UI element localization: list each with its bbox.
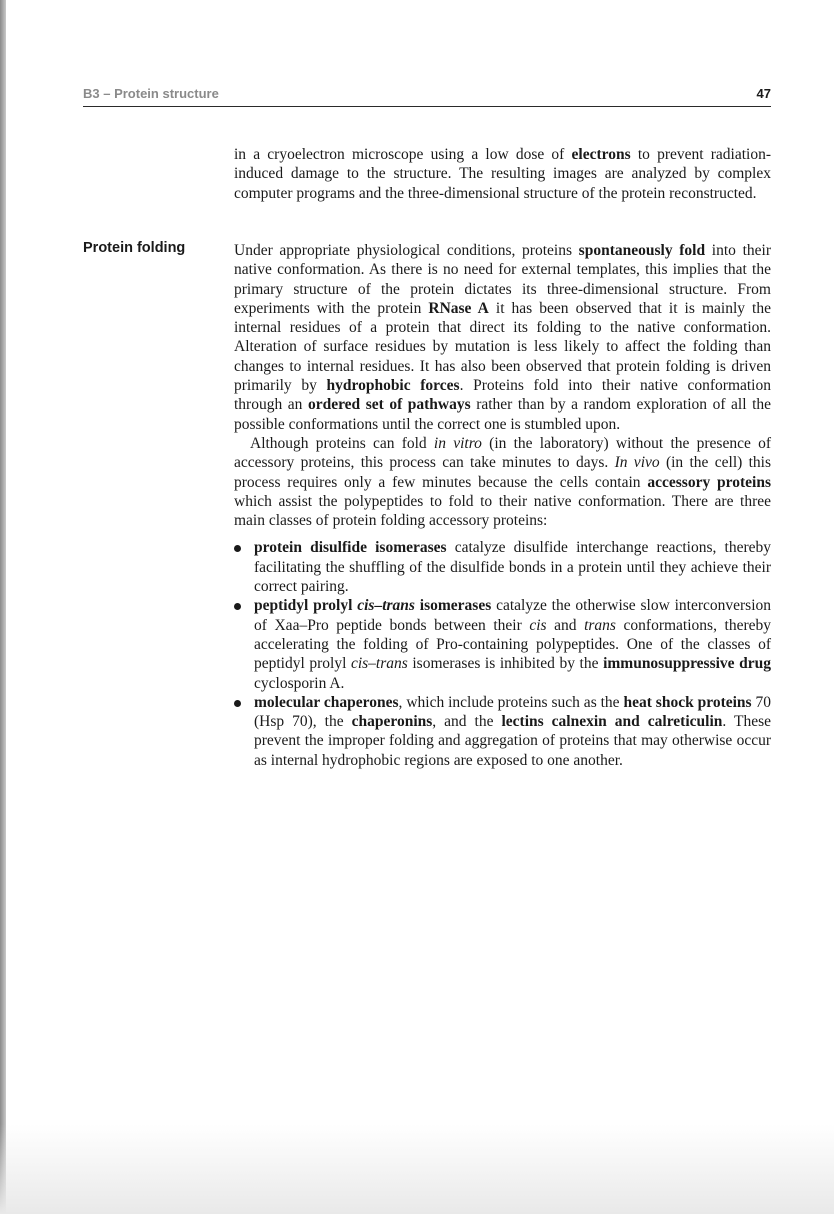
- protein-folding-body: [234, 241, 771, 770]
- page-bottom-shadow: [0, 1124, 834, 1214]
- list-item: peptidyl prolyl cis–trans isomerases catalyze the otherwise slow interconversion of Xaa–Pro peptide bonds between their cis and trans conformations, thereby accelerating the folding of Pro-containing polypeptides. One of the classes of peptidyl prolyl cis–trans isomerases is inhibited by the immunosuppressive drug cyclosporin A.: [234, 596, 771, 692]
- running-header: [83, 86, 771, 107]
- list-item: molecular chaperones, which include proteins such as the heat shock proteins 70 (Hsp 70), the chaperonins, and the lectins calnexin and calreticulin. These prevent the improper folding and aggregation of proteins that may otherwise occur as internal hydrophobic regions are exposed to one another.: [234, 693, 771, 770]
- bullet-icon: [234, 545, 241, 552]
- bullet-icon: [234, 603, 241, 610]
- paragraph: Although proteins can fold in vitro (in the laboratory) without the presence of accessory proteins, this process can take minutes to days. In vivo (in the cell) this process requires only a few minutes because the cells contain accessory proteins which assist the polypeptides to fold to their native conformation. There are three main classes of protein folding accessory proteins:: [234, 434, 772, 530]
- bullet-icon: [234, 700, 241, 707]
- intro-paragraph: in a cryoelectron microscope using a low dose of electrons to prevent radiation-induced damage to the structure. The resulting images are analyzed by complex computer programs and the three-dimensional structure of the protein reconstructed.: [234, 146, 771, 202]
- section-title: B3 – Protein structure: [83, 86, 219, 101]
- accessory-protein-list: [234, 538, 771, 770]
- paragraph: Under appropriate physiological conditions, proteins spontaneously fold into their native conformation. As there is no need for external templates, this implies that the primary structure of the protein dictates its three-dimensional structure. From experiments with the protein RNase A it has been observed that it is mainly the internal residues of a protein that direct its folding to the native conformation. Alteration of surface residues by mutation is less likely to affect the folding than changes to internal residues. It has also been observed that protein folding is driven primarily by hydrophobic forces. Proteins fold into their native conformation through an ordered set of pathways rather than by a random exploration of all the possible conformations until the correct one is stumbled upon.: [234, 242, 772, 433]
- page-left-edge: [0, 0, 6, 1214]
- section-heading-protein-folding: Protein folding: [83, 240, 186, 256]
- page-number: 47: [756, 86, 771, 101]
- list-item: protein disulfide isomerases catalyze disulfide interchange reactions, thereby facilitating the shuffling of the disulfide bonds in a protein until they achieve their correct pairing.: [234, 538, 771, 596]
